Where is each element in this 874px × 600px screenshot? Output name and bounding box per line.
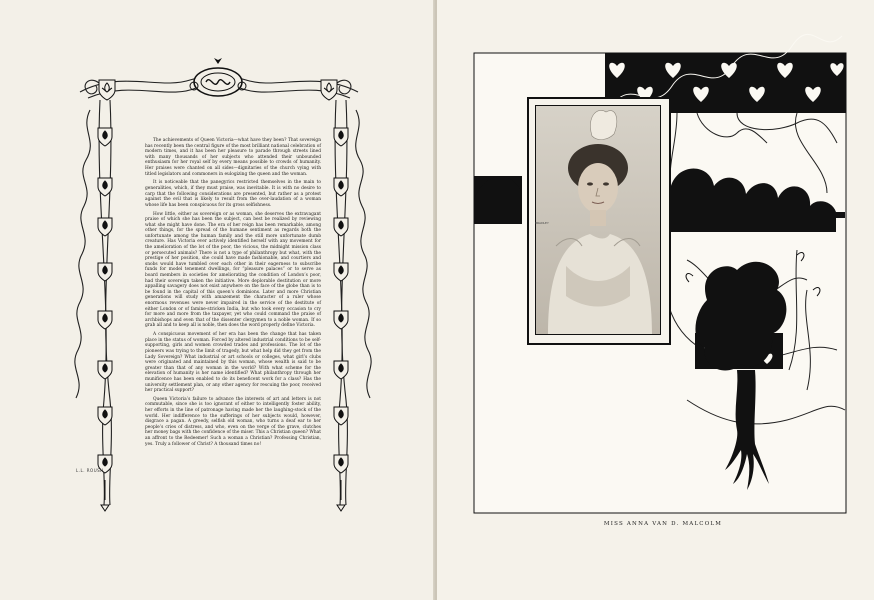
portrait-photo [535, 105, 661, 335]
right-page [437, 0, 874, 600]
paragraph: It is noticeable that the panegyrics restricted themselves in the main to generalities, which, if they must praise, was inevitable. It is with no desire to carp that the following considerations are presented, but rather as a protest against the evil that is likely to result from the over-laudation of a woman whose life has been conspicuous for its gross selfishness. [145, 180, 321, 208]
portrait-caption: MISS ANNA VAN D. MALCOLM [603, 521, 723, 527]
portrait-illustration [536, 106, 660, 334]
monogram-cartouche [190, 58, 246, 96]
paragraph: A conspicuous movement of her era has been the change that has taken place in the status of woman. Forced by altered industrial conditions to be self-supporting, girls and women crowded trades and professions. The lot of the pioneers was trying to the limit of tragedy, but what help did they get from the Lady Sovereign? What industrial or art schools or colleges, what girl’s clubs were originated and maintained by this woman, whose wealth is said to be greater than that of any woman in the world? With what scheme for the elevation of humanity is her name identified? What philanthropy through her munificence has been enabled to do its beneficent work for a class? Has the university settlement plan, or any other agency for rescuing the poor, received her practical support? [145, 332, 321, 394]
photo-credit: BRADLEY [535, 221, 549, 225]
artist-signature: L.L. ROUSH [76, 468, 104, 473]
paragraph: Queen Victoria’s failure to advance the interests of art and letters is not commutable, since she is too ignorant of either to intelligently foster ability, her efforts in the line of patronage having made her the laughing-stock of the world. Her indifference to the sufferings of her subjects would, however, disgrace a pagan. A greedy, selfish old woman, who turns a deaf ear to her people’s cries of distress, and who, even on the verge of the grave, clutches her money bags with the confidence of the miser. This a Christian queen? What an affront to the Redeemer! Such a woman a Christian? Professing Christian, yes. Truly a follower of Christ? A thousand times no! [145, 396, 321, 447]
article-body [145, 138, 321, 450]
paragraph: The achievements of Queen Victoria—what have they been? That sovereign has recently been the central figure of the most brilliant national celebration of modern times, and it has been her pleasure to parade through streets lined with many thousands of her subjects who attended their unbounded enthusiasm for her royal self by every means possible to crowds of humanity. Her praises were chanted on all sides—dignitaries of the church vying with titled legislators and commoners in eulogizing the queen and the woman. [145, 138, 321, 177]
left-page [0, 0, 435, 600]
paragraph: How little, either as sovereign or as woman, she deserves the extravagant praise of which she has been the subject, can best be realized by reviewing what she might have done. The era of her reign has been remarkable, among other things, for the spread of the humane sentiment as regards both the unfortunate among the human family and the still more unfortunate dumb creature. Has Victoria ever actively identified herself with any movement for the amelioration of the lot of the poor, the vicious, the midnight mission class or persecuted animals? There is not a type of philanthropy but what, with the prestige of her position, she could have made fashionable, and courtiers and snobs would have tumbled over each other in their eagerness to subscribe funds for model tenement dwellings, for “pleasure palaces” or to serve as board members in societies for ameliorating the condition of London’s poor, had their sovereign taken the initiative. More deplorable destitution or more appalling savagery does not exist anywhere on the face of the globe than is to be found in the capital of this queen’s dominions. Later and more Christian generations will study with amazement the character of a ruler whose enormous revenues were never impaired in the service of the destitute of either London or of famine-stricken India, but who took every occasion to cry for more and more from the taxpayer, yet who could command the praise of archbishops and even that of the dissenter clergymen to a noble woman. If so grab all and to keep all is noble, then does the word properly define Victoria. [145, 211, 321, 329]
